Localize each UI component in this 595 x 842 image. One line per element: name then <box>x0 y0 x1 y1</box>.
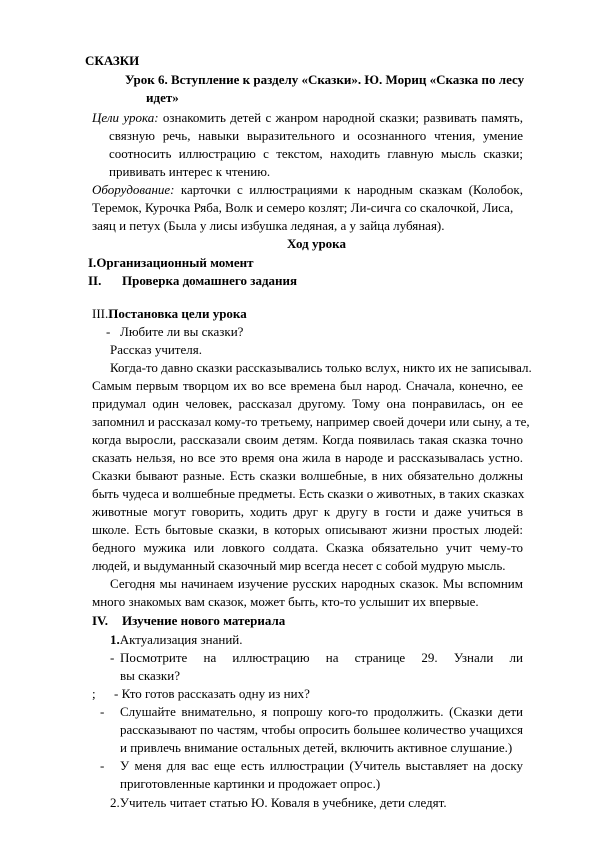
lesson-title-line-1: Урок 6. Вступление к разделу «Сказки». Ю. Мориц «Сказка по лесу <box>125 72 525 87</box>
equipment-label: Оборудование: <box>92 182 175 197</box>
story-line-7: Сказки бывают разные. Есть сказки волшебные, в них обязательно должны <box>92 468 523 483</box>
story-line-12: людей, и выдуманный сказочный мир всегда несет с собой мудрую мысль. <box>92 558 506 573</box>
story-line-2: Самым первым творцом их во все времена был народ. Сначала, конечно, ее <box>92 378 523 393</box>
equipment-line-3: заяц и петух (Была у лисы избушка ледяная, а у зайца лубяная). <box>92 218 445 233</box>
goals-label: Цели урока: <box>92 110 159 125</box>
stage-2-number: II. <box>88 273 102 288</box>
stage-3: III.Постановка цели урока <box>92 306 247 321</box>
story-line-13: Сегодня мы начинаем изучение русских народных сказок. Мы вспомним <box>110 576 523 591</box>
more-illustrations-line-2: приготовленные картинки и продожает опрос.) <box>120 776 381 791</box>
story-line-5: когда выросли, рассказали своим детям. Когда появилась такая сказка точно <box>92 432 523 447</box>
listen-line-2: рассказывают по частям, чтобы опросить большее количество учащихся <box>120 722 523 737</box>
stage-1: I.Организационный момент <box>88 255 254 270</box>
equipment-line-1: Оборудование: карточки с иллюстрациями к народным сказкам (Колобок, <box>92 182 523 197</box>
section-title: СКАЗКИ <box>85 53 140 68</box>
stage-4-title: Изучение нового материала <box>122 613 286 628</box>
goals-line-4: прививать интерес к чтению. <box>109 164 271 179</box>
story-line-9: животные могут говорить, ходить друг к другу в гости и даже учиться в <box>92 504 523 519</box>
goals-line-2: связную речь, навыки выразительного и осознанного чтения, умение <box>109 128 523 143</box>
goals-line-1: Цели урока: ознакомить детей с жанром народной сказки; развивать память, <box>92 110 523 125</box>
listen-line-3: и привлечь внимание остальных детей, включить активное слушание.) <box>120 740 513 755</box>
equipment-line-2: Теремок, Курочка Ряба, Волк и семеро козлят; Ли-сичга со скалочкой, Лиса, <box>92 200 514 215</box>
lesson-flow-heading: Ход урока <box>287 236 346 251</box>
goals-line-3: соотносить иллюстрацию с текстом, находить главную мысль сказки; <box>109 146 523 161</box>
more-illustrations-line-1: У меня для вас еще есть иллюстрации (Учитель выставляет на доску <box>120 758 523 773</box>
semicolon-mark: ; <box>92 686 96 701</box>
story-line-14: много знакомых вам сказок, может быть, кто-то услышит их впервые. <box>92 594 479 609</box>
story-line-10: школе. Есть бытовые сказки, в которых описывают жизни простых людей: <box>92 522 523 537</box>
point-1: 1.Актуализация знаний. <box>110 632 243 647</box>
stage-2-title: Проверка домашнего задания <box>122 273 298 288</box>
stage-4-number: IV. <box>92 613 109 628</box>
point-2: 2.Учитель читает статью Ю. Коваля в учебнике, дети следят. <box>110 795 447 810</box>
look-illustration-line: Посмотрите на иллюстрацию на странице 29. Узнали ли <box>120 650 523 665</box>
dash: - <box>110 650 115 665</box>
dash: - <box>100 758 105 773</box>
listen-line-1: Слушайте внимательно, я попрошу кого-то продолжить. (Сказки дети <box>120 704 523 719</box>
story-line-11: бедного мужика или ловкого солдата. Сказка обязательно учит чему-то <box>92 540 523 555</box>
dash: - <box>106 324 111 339</box>
who-ready-line: - Кто готов рассказать одну из них? <box>114 686 310 701</box>
story-line-6: сказать нельзя, но все это время она жила в народе и рассказывалась устно. <box>92 450 523 465</box>
story-line-3: придумал один человек, рассказал другому. Тому она понравилась, он ее <box>92 396 523 411</box>
lesson-title-line-2: идет» <box>146 90 179 105</box>
look-illustration-tail: вы сказки? <box>120 668 180 683</box>
story-line-8: быть чудеса и волшебные предметы. Есть сказки о животных, в таких сказках <box>92 486 525 501</box>
story-line-4: запомнил и рассказал кому-то третьему, например своей дочери или сыну, а те, <box>92 414 530 429</box>
dash: - <box>100 704 105 719</box>
story-line-1: Когда-то давно сказки рассказывались только вслух, никто их не записывал. <box>110 360 532 375</box>
question-love-fairytales: Любите ли вы сказки? <box>120 324 244 339</box>
teacher-story-label: Рассказ учителя. <box>110 342 202 357</box>
